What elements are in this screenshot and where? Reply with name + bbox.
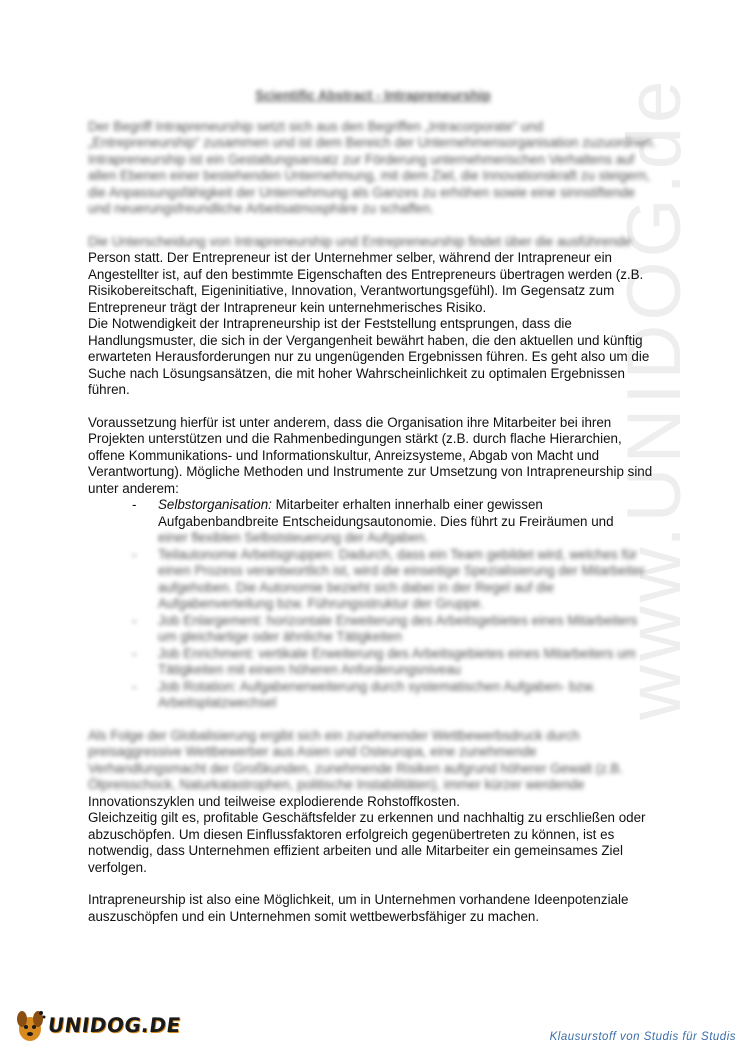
dog-icon [14, 1005, 46, 1045]
list-item: - Teilautonome Arbeitsgruppen: Dadurch, dass ein Team gebildet wird, welches für einen Prozess verantwortlich ist, wird die einseitige Spezialisierung der Mitarbeiter aufgehoben. Die Autonomie bezieht sich dabei in der Regel auf die Aufgabenverteilung bzw. Führungsstruktur der Gruppe. [158, 547, 658, 613]
logo-text: UNIDOG.DE [46, 1013, 183, 1037]
document-title: Scientific Abstract - Intrapreneurship [255, 88, 491, 103]
list-item [158, 497, 658, 547]
paragraph-necessity: Die Notwendigkeit der Intrapreneurship ist der Feststellung entsprungen, dass die Handlungsmuster, die sich in der Vergangenheit bewährt haben, die den aktuellen und künftig erwarteten Herausforderungen nur zu ungenügenden Ergebnissen führen. Es geht also um die Suche nach Lösungsansätzen, die mit hoher Wahrscheinlichkeit zu optimalen Ergebnissen führen. [88, 316, 650, 397]
watermark: www.UNIDOG.de [612, 76, 697, 720]
paragraph-distinction-text: Person statt. Der Entrepreneur ist der Unternehmer selber, während der Intrapreneur ein Angestellter ist, auf den bestimmte Eigenschaften des Entrepreneurs übertragen werden (z.B. Risikobereitschaft, Eigeninitiative, Innovation, Verantwortungsgefühl). Im Gegensatz zum Entrepreneur trägt der Intrapreneur kein unternehmerisches Risiko. [88, 250, 644, 315]
paragraph-approach: Intrapreneurship ist ein Gestaltungsansatz zur Förderung unternehmerischen Verhaltens auf allen Ebenen einer bestehenden Unternehmung, mit dem Ziel, die Innovationskraft zu steigern, die Anpassungsfähigkeit der Unternehmung als Ganzes zu erhöhen sowie eine sinnstiftende und neuerungsfreundliche Arbeitsatmosphäre zu schaffen. [88, 151, 651, 216]
list-item: - Job Enrichment: vertikale Erweiterung des Arbeitsgebietes eines Mitarbeiters um Tätigkeiten mit einem höheren Anforderungsniveau [158, 646, 658, 679]
paragraph-conclusion: Intrapreneurship ist also eine Möglichkeit, um in Unternehmen vorhandene Ideenpotenziale auszuschöpfen und ein Unternehmen somit wettbewerbsfähiger zu machen. [88, 892, 629, 924]
list-item: - Job Enlargement: horizontale Erweiterung des Arbeitsgebietes eines Mitarbeiters um gleichartige oder ähnliche Tätigkeiten [158, 613, 658, 646]
methods-list [88, 497, 658, 712]
paragraph-distinction-blurred: Die Unterscheidung von Intrapreneurship und Entrepreneurship findet über die ausführende [88, 233, 632, 249]
paragraph-prerequisites: Voraussetzung hierfür ist unter anderem, dass die Organisation ihre Mitarbeiter bei ihren Projekten unterstützen und die Rahmenbedingungen stärkt (z.B. durch flache Hierarchien, offene Kommunikations- und Informationskultur, Anreizsysteme, Abgab von Macht und Verantwortung). Mögliche Methoden und Instrumente zur Umsetzung von Intrapreneurship sind unter anderem: [88, 414, 653, 496]
paragraph-definition: Der Begriff Intrapreneurship setzt sich aus den Begriffen „Intracorporate“ und „Entrepreneurship“ zusammen und ist dem Bereich der Unternehmensorganisation zuzuordnen. [88, 118, 656, 150]
paragraph-globalisation-blurred: Als Folge der Globalisierung ergibt sich ein zunehmender Wettbewerbsdruck durch preisaggressive Wettbewerber aus Asien und Osteuropa, eine zunehmende Verhandlungsmacht der Großkunden, zunehmende Risiken aufgrund höherer Gewalt (z.B. Ölpreisschock, Naturkatastrophen, politische Instabilitäten), immer kürzer werdende [88, 727, 624, 792]
list-item-term: Selbstorganisation: [158, 497, 272, 512]
list-item: - Job Rotation: Aufgabenerweiterung durch systematischen Aufgaben- bzw. Arbeitsplatzwechsel [158, 679, 658, 712]
paragraph-globalisation-text: Innovationszyklen und teilweise explodierende Rohstoffkosten. [88, 793, 460, 809]
document-body [88, 88, 658, 925]
paragraph-globalisation [88, 728, 658, 811]
footer-tagline: Klausurstoff von Studis für Studis [549, 1031, 736, 1043]
list-item-text: Mitarbeiter erhalten innerhalb einer gewissen Aufgabenbandbreite Entscheidungsautonomie. Dies führt zu Freiräumen und [158, 497, 614, 529]
paragraph-distinction [88, 234, 658, 317]
unidog-logo[interactable] [14, 1005, 181, 1045]
list-item-text-blurred: einer flexiblen Selbststeuerung der Aufgaben. [158, 530, 429, 545]
paragraph-business-fields: Gleichzeitig gilt es, profitable Geschäftsfelder zu erkennen und nachhaltig zu erschließen oder abzuschöpfen. Um diesen Einflussfaktoren erfolgreich gegenübertreten zu können, ist es notwendig, dass Unternehmen effizient arbeiten und alle Mitarbeiter ein gemeinsames Ziel verfolgen. [88, 810, 646, 875]
